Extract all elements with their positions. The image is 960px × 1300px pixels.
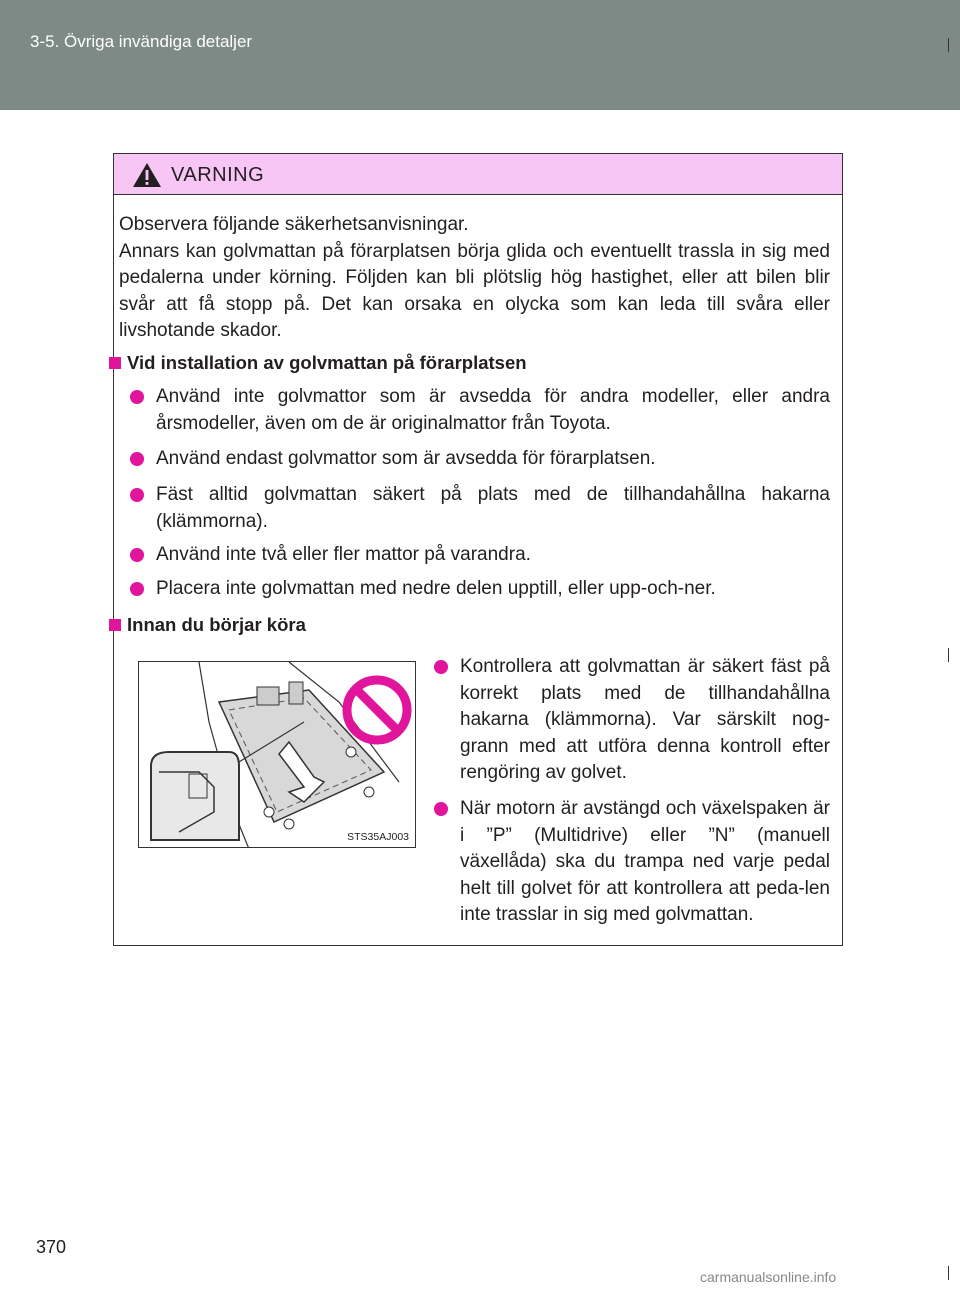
chapter-title: 3-5. Övriga invändiga detaljer bbox=[30, 32, 253, 51]
list-item: Placera inte golvmattan med nedre delen upptill, eller upp-och-ner. bbox=[130, 576, 830, 603]
section-heading-before-driving: Innan du börjar köra bbox=[109, 614, 306, 636]
intro-line-1: Observera följande säkerhetsanvisningar. bbox=[119, 214, 469, 235]
page-number: 370 bbox=[36, 1237, 67, 1257]
circle-bullet-icon bbox=[434, 802, 448, 816]
watermark: carmanualsonline.info bbox=[700, 1269, 837, 1285]
crop-mark bbox=[948, 1266, 949, 1280]
list-item: Använd inte två eller fler mattor på varandra. bbox=[130, 542, 830, 569]
circle-bullet-icon bbox=[130, 488, 144, 502]
section-heading-installation: Vid installation av golvmattan på förarplatsen bbox=[109, 352, 527, 374]
square-bullet-icon bbox=[109, 357, 121, 369]
crop-mark bbox=[948, 648, 949, 662]
circle-bullet-icon bbox=[130, 548, 144, 562]
intro-rest: Annars kan golvmattan på förarplatsen börja glida och eventuellt trassla in sig med pedalerna under körning. Följden kan bli plötslig hög hastighet, eller att bilen blir svår att få stopp på. Det kan orsaka en olycka som kan leda till svåra eller livshotande skador. bbox=[119, 240, 830, 341]
figure-label: STS35AJ003 bbox=[347, 831, 409, 843]
list-item: Kontrollera att golvmattan är säkert fäst på korrekt plats med de tillhandahållna hakarna (klämmorna). Var särskilt nog-grann med att utföra denna kontroll efter rengöring av golvet. bbox=[434, 654, 830, 787]
warning-title: VARNING bbox=[171, 164, 265, 186]
list-item: Använd inte golvmattor som är avsedda för andra modeller, eller andra årsmodeller, även om de är originalmattor från Toyota. bbox=[130, 384, 830, 437]
list-item: Fäst alltid golvmattan säkert på plats med de tillhandahållna hakarna (klämmorna). bbox=[130, 482, 830, 535]
warning-triangle-icon bbox=[132, 162, 162, 188]
page-header bbox=[0, 0, 960, 110]
circle-bullet-icon bbox=[130, 390, 144, 404]
circle-bullet-icon bbox=[434, 660, 448, 674]
warning-header bbox=[114, 154, 842, 195]
list-item: Använd endast golvmattor som är avsedda för förarplatsen. bbox=[130, 446, 830, 473]
circle-bullet-icon bbox=[130, 582, 144, 596]
floor-mat-illustration bbox=[138, 661, 416, 848]
crop-mark bbox=[948, 38, 949, 52]
warning-intro bbox=[119, 212, 830, 345]
square-bullet-icon bbox=[109, 619, 121, 631]
warning-box bbox=[113, 153, 843, 946]
list-item: När motorn är avstängd och växelspaken är i ”P” (Multidrive) eller ”N” (manuell växellåda) ska du trampa ned varje pedal helt till golvet för att kontrollera att peda-len inte trasslar in sig med golvmattan. bbox=[434, 796, 830, 929]
circle-bullet-icon bbox=[130, 452, 144, 466]
floor-mat-drawing bbox=[139, 662, 416, 848]
